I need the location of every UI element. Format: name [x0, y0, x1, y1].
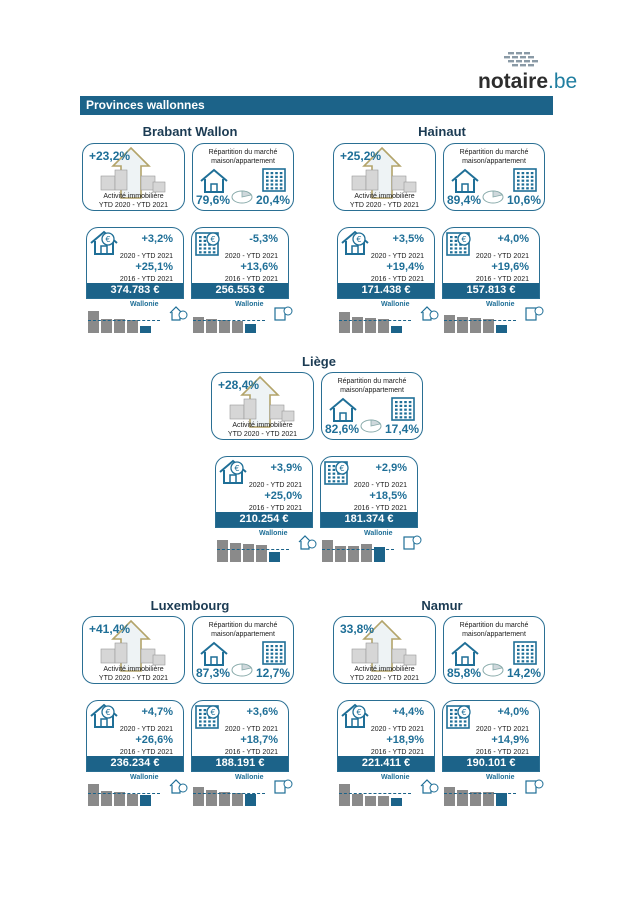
pie-chart-icon	[231, 661, 253, 682]
house-price-card	[337, 227, 435, 299]
benchmark-label: Wallonie	[259, 530, 288, 537]
benchmark-line	[193, 793, 265, 794]
euro-icon	[352, 232, 366, 251]
building-euro-small-icon	[273, 305, 293, 326]
bar	[483, 319, 494, 333]
pie-chart-icon	[482, 661, 504, 682]
bar	[243, 544, 254, 562]
activity-title: Activité immobilière	[103, 666, 164, 673]
house-share: 82,6%	[325, 422, 360, 436]
period-long: 2016 - YTD 2021	[370, 749, 424, 756]
building-euro-small-icon	[402, 534, 422, 555]
apartment-benchmark-chart	[322, 536, 402, 562]
change-short: +4,0%	[497, 706, 529, 718]
change-long: +19,4%	[386, 261, 424, 273]
bar	[232, 321, 243, 333]
benchmark-label: Wallonie	[486, 774, 515, 781]
building-euro-small-icon	[273, 778, 293, 799]
period-short: 2020 - YTD 2021	[119, 253, 173, 260]
activity-title: Activité immobilière	[232, 422, 293, 429]
activity-title: Activité immobilière	[354, 666, 415, 673]
bar	[361, 544, 372, 562]
benchmark-label: Wallonie	[130, 301, 159, 308]
apartment-share: 17,4%	[384, 422, 419, 436]
activity-card	[333, 616, 436, 684]
svg-text:€: €	[356, 708, 362, 717]
apartment-price-card	[191, 700, 289, 772]
apartment-benchmark-chart	[444, 307, 524, 333]
benchmark-label: Wallonie	[381, 301, 410, 308]
house-price-card	[86, 700, 184, 772]
bar	[217, 540, 228, 562]
bar	[193, 317, 204, 334]
brand-name: notaire.be	[478, 70, 578, 93]
bar	[496, 793, 507, 806]
market-split-title: Répartition du marché maison/appartement	[208, 622, 278, 638]
activity-period: YTD 2020 - YTD 2021	[98, 202, 169, 209]
bar	[444, 787, 455, 806]
apartment-share: 20,4%	[255, 193, 290, 207]
bar	[127, 320, 138, 333]
period-long: 2016 - YTD 2021	[370, 276, 424, 283]
activity-change: +41,4%	[89, 622, 131, 636]
svg-text:€: €	[461, 708, 467, 717]
period-short: 2020 - YTD 2021	[224, 253, 278, 260]
change-long: +26,6%	[135, 734, 173, 746]
svg-text:€: €	[234, 464, 240, 473]
activity-change: +23,2%	[89, 149, 131, 163]
market-split-title: Répartition du marché maison/appartement	[459, 149, 529, 165]
period-long: 2016 - YTD 2021	[353, 505, 407, 512]
euro-icon	[457, 232, 471, 251]
period-short: 2020 - YTD 2021	[370, 726, 424, 733]
change-long: +18,7%	[240, 734, 278, 746]
period-short: 2020 - YTD 2021	[119, 726, 173, 733]
house-benchmark-chart	[217, 536, 297, 562]
change-long: +25,0%	[264, 490, 302, 502]
change-long: +19,6%	[491, 261, 529, 273]
bar	[391, 326, 402, 333]
change-short: +4,4%	[392, 706, 424, 718]
median-price: 256.553 €	[192, 283, 288, 298]
activity-period: YTD 2020 - YTD 2021	[98, 675, 169, 682]
province-title: Liège	[302, 354, 336, 369]
house-share: 87,3%	[196, 666, 231, 680]
market-split-card	[192, 143, 294, 211]
median-price: 171.438 €	[338, 283, 434, 298]
benchmark-label: Wallonie	[235, 301, 264, 308]
apartment-benchmark-chart	[193, 780, 273, 806]
house-price-card	[337, 700, 435, 772]
market-split-card	[192, 616, 294, 684]
apartment-share: 14,2%	[506, 666, 541, 680]
apartment-price-card	[442, 227, 540, 299]
period-short: 2020 - YTD 2021	[475, 253, 529, 260]
bar	[339, 312, 350, 333]
benchmark-label: Wallonie	[235, 774, 264, 781]
period-short: 2020 - YTD 2021	[370, 253, 424, 260]
apartment-price-card	[442, 700, 540, 772]
change-short: +4,7%	[141, 706, 173, 718]
benchmark-label: Wallonie	[130, 774, 159, 781]
euro-icon	[352, 705, 366, 724]
bar	[352, 794, 363, 806]
house-euro-small-icon	[419, 778, 439, 799]
apartment-price-card	[191, 227, 289, 299]
benchmark-label: Wallonie	[381, 774, 410, 781]
benchmark-line	[193, 320, 265, 321]
bar	[335, 546, 346, 563]
svg-text:€: €	[105, 708, 111, 717]
change-short: +4,0%	[497, 233, 529, 245]
house-benchmark-chart	[88, 780, 168, 806]
bar	[127, 794, 138, 806]
benchmark-line	[88, 793, 160, 794]
period-short: 2020 - YTD 2021	[224, 726, 278, 733]
apartment-price-card	[320, 456, 418, 528]
building-euro-small-icon	[524, 778, 544, 799]
apartment-share: 12,7%	[255, 666, 290, 680]
benchmark-line	[444, 793, 516, 794]
province-title: Namur	[421, 598, 463, 613]
period-long: 2016 - YTD 2021	[475, 276, 529, 283]
period-short: 2020 - YTD 2021	[475, 726, 529, 733]
benchmark-label: Wallonie	[364, 530, 393, 537]
bar	[206, 319, 217, 333]
province-title: Hainaut	[418, 124, 466, 139]
svg-text:€: €	[210, 708, 216, 717]
activity-period: YTD 2020 - YTD 2021	[227, 431, 298, 438]
bar	[339, 784, 350, 806]
euro-icon	[457, 705, 471, 724]
median-price: 190.101 €	[443, 756, 539, 771]
change-long: +13,6%	[240, 261, 278, 273]
activity-card	[82, 616, 185, 684]
activity-period: YTD 2020 - YTD 2021	[349, 202, 420, 209]
median-price: 221.411 €	[338, 756, 434, 771]
house-euro-small-icon	[297, 534, 317, 555]
bar	[245, 794, 256, 806]
bar	[483, 792, 494, 806]
bar	[232, 793, 243, 806]
svg-text:€: €	[210, 235, 216, 244]
median-price: 188.191 €	[192, 756, 288, 771]
market-split-title: Répartition du marché maison/appartement	[208, 149, 278, 165]
euro-icon	[335, 461, 349, 480]
market-split-card	[443, 143, 545, 211]
change-long: +14,9%	[491, 734, 529, 746]
bar	[470, 792, 481, 806]
bar	[365, 796, 376, 806]
euro-icon	[101, 705, 115, 724]
bar	[348, 546, 359, 563]
bar	[322, 540, 333, 562]
apartment-share: 10,6%	[506, 193, 541, 207]
pie-chart-icon	[482, 188, 504, 209]
benchmark-line	[444, 320, 516, 321]
house-benchmark-chart	[339, 307, 419, 333]
pie-chart-icon	[360, 417, 382, 438]
activity-card	[333, 143, 436, 211]
period-long: 2016 - YTD 2021	[119, 276, 173, 283]
bar	[193, 787, 204, 806]
province-title: Brabant Wallon	[142, 124, 238, 139]
change-short: +3,6%	[246, 706, 278, 718]
activity-label	[334, 665, 435, 683]
period-short: 2020 - YTD 2021	[353, 482, 407, 489]
benchmark-line	[88, 320, 160, 321]
change-short: +3,2%	[141, 233, 173, 245]
period-long: 2016 - YTD 2021	[224, 749, 278, 756]
bar	[391, 798, 402, 806]
bar	[88, 311, 99, 333]
activity-card	[211, 372, 314, 440]
euro-icon	[206, 232, 220, 251]
market-split-card	[443, 616, 545, 684]
activity-label	[83, 192, 184, 210]
change-long: +25,1%	[135, 261, 173, 273]
period-long: 2016 - YTD 2021	[475, 749, 529, 756]
bar	[269, 552, 280, 562]
svg-text:€: €	[356, 235, 362, 244]
house-euro-small-icon	[419, 305, 439, 326]
bar	[219, 320, 230, 333]
svg-text:€: €	[105, 235, 111, 244]
section-banner: Provinces wallonnes	[80, 96, 553, 115]
house-share: 79,6%	[196, 193, 231, 207]
activity-title: Activité immobilière	[103, 193, 164, 200]
median-price: 236.234 €	[87, 756, 183, 771]
house-euro-small-icon	[168, 778, 188, 799]
house-price-card	[86, 227, 184, 299]
euro-icon	[206, 705, 220, 724]
period-long: 2016 - YTD 2021	[248, 505, 302, 512]
period-short: 2020 - YTD 2021	[248, 482, 302, 489]
activity-change: 33,8%	[340, 622, 375, 636]
building-euro-small-icon	[524, 305, 544, 326]
median-price: 157.813 €	[443, 283, 539, 298]
median-price: 374.783 €	[87, 283, 183, 298]
period-long: 2016 - YTD 2021	[224, 276, 278, 283]
activity-title: Activité immobilière	[354, 193, 415, 200]
bar	[444, 315, 455, 333]
benchmark-line	[322, 549, 394, 550]
bar	[352, 317, 363, 334]
change-short: +2,9%	[375, 462, 407, 474]
apartment-benchmark-chart	[193, 307, 273, 333]
house-price-card	[215, 456, 313, 528]
median-price: 210.254 €	[216, 512, 312, 527]
house-euro-small-icon	[168, 305, 188, 326]
bar	[114, 319, 125, 333]
benchmark-line	[217, 549, 289, 550]
change-short: +3,9%	[270, 462, 302, 474]
euro-icon	[101, 232, 115, 251]
market-split-title: Répartition du marché maison/appartement	[459, 622, 529, 638]
change-long: +18,9%	[386, 734, 424, 746]
bar	[230, 543, 241, 562]
province-title: Luxembourg	[150, 598, 230, 613]
house-benchmark-chart	[339, 780, 419, 806]
activity-label	[212, 421, 313, 439]
activity-change: +25,2%	[340, 149, 382, 163]
benchmark-line	[339, 793, 411, 794]
house-share: 85,8%	[447, 666, 482, 680]
bar	[245, 324, 256, 333]
change-long: +18,5%	[369, 490, 407, 502]
change-short: +3,5%	[392, 233, 424, 245]
svg-text:€: €	[339, 464, 345, 473]
bar	[140, 326, 151, 333]
bar	[378, 796, 389, 806]
activity-card	[82, 143, 185, 211]
bar	[101, 319, 112, 333]
bar	[140, 795, 151, 806]
period-long: 2016 - YTD 2021	[119, 749, 173, 756]
benchmark-line	[339, 320, 411, 321]
svg-text:€: €	[461, 235, 467, 244]
activity-period: YTD 2020 - YTD 2021	[349, 675, 420, 682]
activity-change: +28,4%	[218, 378, 260, 392]
median-price: 181.374 €	[321, 512, 417, 527]
house-benchmark-chart	[88, 307, 168, 333]
bar	[256, 545, 267, 562]
bar	[378, 319, 389, 333]
market-split-card	[321, 372, 423, 440]
change-short: -5,3%	[249, 233, 278, 245]
activity-label	[83, 665, 184, 683]
house-share: 89,4%	[447, 193, 482, 207]
apartment-benchmark-chart	[444, 780, 524, 806]
market-split-title: Répartition du marché maison/appartement	[337, 378, 407, 394]
bar	[496, 325, 507, 333]
activity-label	[334, 192, 435, 210]
bar	[88, 784, 99, 806]
benchmark-label: Wallonie	[486, 301, 515, 308]
pie-chart-icon	[231, 188, 253, 209]
euro-icon	[230, 461, 244, 480]
